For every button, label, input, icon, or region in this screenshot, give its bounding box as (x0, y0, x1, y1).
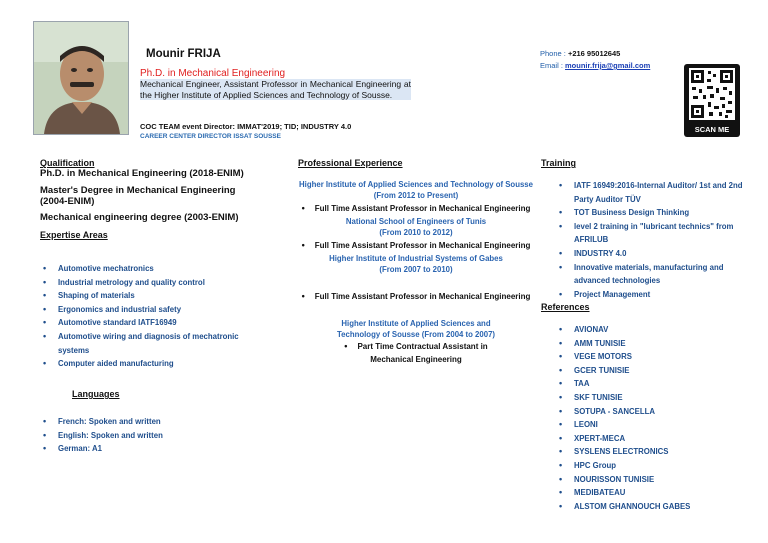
expertise-section (40, 262, 250, 371)
experience-institution: National School of Engineers of Tunis (From 2010 to 2012) (345, 217, 487, 237)
list-item: • English: Spoken and written (40, 429, 250, 443)
experience-role: • Part Time Contractual Assistant in Mechanical Engineering (344, 341, 488, 364)
career-center-line: CAREER CENTER DIRECTOR ISSAT SOUSSE (140, 133, 281, 140)
person-portrait-icon (34, 22, 128, 134)
list-item: • Industrial metrology and quality control (40, 276, 250, 290)
training-heading: Training (541, 158, 577, 168)
list-item: • Innovative materials, manufacturing and advanced technologies (556, 261, 756, 288)
list-item: • AVIONAV (556, 323, 756, 337)
qualification-heading: Qualification (40, 158, 95, 168)
references-list (556, 323, 756, 513)
languages-section (40, 415, 250, 456)
list-item: • HPC Group (556, 459, 756, 473)
experience-role: • Full Time Assistant Professor in Mechanical Engineering (301, 291, 531, 301)
contact-block (540, 48, 650, 72)
list-item: • ALSTOM GHANNOUCH GABES (556, 500, 756, 514)
expertise-heading: Expertise Areas (40, 230, 108, 240)
list-item: • TOT Business Design Thinking (556, 206, 756, 220)
list-item: • Automotive standard IATF16949 (40, 316, 250, 330)
qr-label: SCAN ME (694, 125, 730, 134)
qualification-item: Master's Degree in Mechanical Engineering (2004-ENIM) (40, 185, 236, 207)
email-label: Email : (540, 61, 566, 70)
person-name: Mounir FRIJA (146, 48, 221, 60)
email-link[interactable]: mounir.frija@gmail.com (565, 61, 651, 70)
list-item: • SYSLENS ELECTRONICS (556, 445, 756, 459)
expertise-list (40, 262, 250, 371)
list-item: • LEONI (556, 418, 756, 432)
training-list (556, 179, 756, 301)
list-item: • German: A1 (40, 442, 250, 456)
email-line (540, 60, 650, 72)
qualification-item: Mechanical engineering degree (2003-ENIM) (40, 212, 239, 223)
list-item: • SOTUPA - SANCELLA (556, 405, 756, 419)
list-item: • level 2 training in "lubricant technics" from AFRILUB (556, 220, 756, 247)
list-item: • Project Management (556, 288, 756, 302)
list-item: • Computer aided manufacturing (40, 357, 250, 371)
qualification-item: Ph.D. in Mechanical Engineering (2018-ENIM) (40, 168, 244, 179)
list-item: • VEGE MOTORS (556, 350, 756, 364)
list-item: • Shaping of materials (40, 289, 250, 303)
qr-code[interactable] (684, 64, 740, 137)
coc-team-line: COC TEAM event Director: IMMAT'2019; TID; INDUSTRY 4.0 (140, 122, 352, 131)
references-section (556, 323, 756, 513)
list-item: • Automotive mechatronics (40, 262, 250, 276)
references-heading: References (541, 302, 590, 312)
list-item: • Automotive wiring and diagnosis of mechatronic systems (40, 330, 250, 357)
list-item: • INDUSTRY 4.0 (556, 247, 756, 261)
list-item: • French: Spoken and written (40, 415, 250, 429)
experience-role: • Full Time Assistant Professor in Mechanical Engineering (301, 203, 531, 213)
list-item: • GCER TUNISIE (556, 364, 756, 378)
experience-institution: Higher Institute of Applied Sciences and Technology of Sousse (From 2012 to Present) (299, 180, 533, 200)
phone-line (540, 48, 650, 60)
languages-heading: Languages (72, 389, 120, 399)
list-item: • TAA (556, 377, 756, 391)
phone-number: +216 95012645 (567, 49, 621, 58)
experience-heading: Professional Experience (298, 158, 403, 168)
profile-photo (33, 21, 129, 135)
training-section (556, 179, 756, 301)
list-item: • Ergonomics and industrial safety (40, 303, 250, 317)
qr-code-icon (689, 68, 735, 120)
profile-summary: Mechanical Engineer, Assistant Professor in Mechanical Engineering at the Higher Institute of Applied Sciences and Technology of Sousse. (140, 79, 411, 100)
qualification-section (40, 158, 265, 240)
experience-section (298, 179, 534, 366)
experience-institution: Higher Institute of Applied Sciences and Technology of Sousse (From 2004 to 2007) (337, 319, 495, 339)
list-item: • AMM TUNISIE (556, 337, 756, 351)
degree-title: Ph.D. in Mechanical Engineering (140, 68, 286, 79)
phone-label: Phone : (540, 49, 568, 58)
experience-institution: Higher Institute of Industrial Systems of Gabes (From 2007 to 2010) (329, 254, 503, 274)
list-item: • SKF TUNISIE (556, 391, 756, 405)
experience-role: • Full Time Assistant Professor in Mechanical Engineering (301, 240, 531, 250)
list-item: • NOURISSON TUNISIE (556, 473, 756, 487)
list-item: • MEDIBATEAU (556, 486, 756, 500)
languages-list (40, 415, 250, 456)
list-item: • IATF 16949:2016-Internal Auditor/ 1st and 2nd Party Auditor TÜV (556, 179, 756, 206)
list-item: • XPERT-MECA (556, 432, 756, 446)
qr-pattern (689, 68, 735, 120)
